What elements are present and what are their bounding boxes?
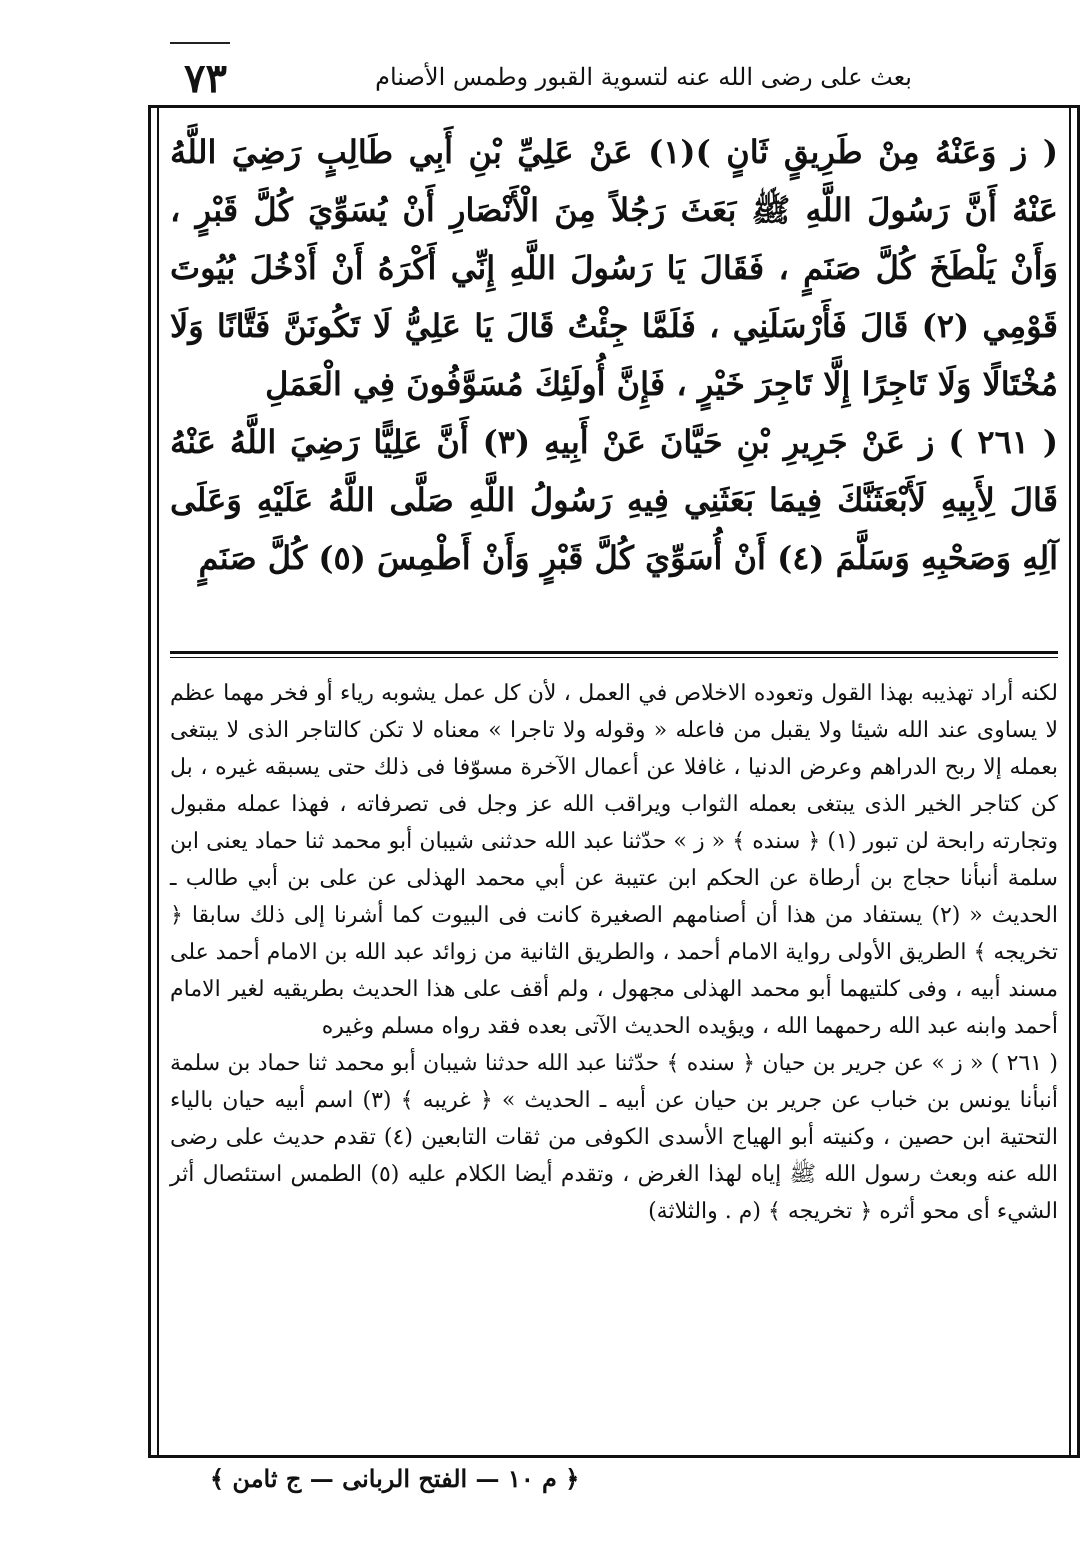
section-divider-thin (170, 657, 1058, 658)
commentary-paragraph-2: ( ٢٦١ ) « ز » عن جرير بن حيان ﴿ سنده ﴾ حدّثنا عبد الله حدثنا شيبان أبو محمد ثنا حماد بن سلمة أنبأنا يونس بن خباب عن جرير بن حيان عن أبيه ـ الحديث » ﴿ غريبه ﴾ (٣) اسم أبيه حيان بالياء التحتية ابن حصين ، وكنيته أبو الهياج الأسدى الكوفى من ثقات التابعين (٤) تقدم حديث على رضى الله عنه وبعث رسول الله ﷺ إياه لهذا الغرض ، وتقدم أيضا الكلام عليه (٥) الطمس استئصال أثر الشيء أى محو أثره ﴿ تخريجه ﴾ (م . والثلاثة) (170, 1051, 1059, 1224)
top-rule (170, 42, 230, 44)
running-head: بعث على رضى الله عنه لتسوية القبور وطمس الأصنام (375, 63, 912, 91)
page-number: ٧٣ (184, 55, 227, 102)
signature-line: ﴿ م ١٠ — الفتح الربانى — ج ثامن ﴾ (210, 1464, 580, 1493)
frame-right-border (1069, 105, 1080, 1455)
page-header (170, 55, 922, 105)
hadith-paragraph-2: ( ٢٦١ ) ز عَنْ جَرِيرِ بْنِ حَيَّانَ عَنْ أَبِيهِ (٣) أَنَّ عَلِيًّا رَضِيَ اللَّهُ عَنْهُ قَالَ لِأَبِيهِ لَأَبْعَثَنَّكَ فِيمَا بَعَثَنِي فِيهِ رَسُولُ اللَّهِ صَلَّى اللَّهُ عَلَيْهِ وَعَلَى آلِهِ وَصَحْبِهِ وَسَلَّمَ (٤) أَنْ أُسَوِّيَ كُلَّ قَبْرٍ وَأَنْ أَطْمِسَ (٥) كُلَّ صَنَمٍ (170, 423, 1059, 577)
commentary-text (170, 675, 1058, 1230)
bottom-rule (148, 1455, 1080, 1458)
frame-top-rule (148, 105, 1080, 108)
frame-left-border (148, 105, 159, 1455)
text-frame (148, 105, 1080, 1455)
section-divider (170, 651, 1058, 654)
hadith-text (170, 123, 1058, 587)
commentary-paragraph-1: لكنه أراد تهذيبه بهذا القول وتعوده الاخلاص في العمل ، لأن كل عمل يشوبه رياء أو فخر مهما عظم لا يساوى عند الله شيئا ولا يقبل من فاعله « وقوله ولا تاجرا » معناه لا تكن كالتاجر الذى لا يبتغى بعمله إلا ربح الدراهم وعرض الدنيا ، غافلا عن أعمال الآخرة مسوّفا فى ذلك حتى يسبقه غيره ، بل كن كتاجر الخير الذى يبتغى بعمله الثواب ويراقب الله عز وجل فى تصرفاته ، فهذا عمله مقبول وتجارته رابحة لن تبور (١) ﴿ سنده ﴾ « ز » حدّثنا عبد الله حدثنى شيبان أبو محمد ثنا حماد يعنى ابن سلمة أنبأنا حجاج بن أرطاة عن الحكم ابن عتيبة عن أبي محمد الهذلى عن على بن أبي طالب ـ الحديث « (٢) يستفاد من هذا أن أصنامهم الصغيرة كانت فى البيوت كما أشرنا إلى ذلك سابقا ﴿ تخريجه ﴾ الطريق الأولى رواية الامام أحمد ، والطريق الثانية من زوائد عبد الله بن الامام أحمد على مسند أبيه ، وفى كلتيهما أبو محمد الهذلى مجهول ، ولم أقف على هذا الحديث بطريقيه لغير الامام أحمد وابنه عبد الله رحمهما الله ، ويؤيده الحديث الآتى بعده فقد رواه مسلم وغيره (170, 681, 1059, 1039)
hadith-paragraph-1: ( ز وَعَنْهُ مِنْ طَرِيقٍ ثَانٍ )(١) عَنْ عَلِيِّ بْنِ أَبِي طَالِبٍ رَضِيَ اللَّهُ عَنْهُ أَنَّ رَسُولَ اللَّهِ ﷺ بَعَثَ رَجُلاً مِنَ الْأَنْصَارِ أَنْ يُسَوِّيَ كُلَّ قَبْرٍ ، وَأَنْ يَلْطَخَ كُلَّ صَنَمٍ ، فَقَالَ يَا رَسُولَ اللَّهِ إِنِّي أَكْرَهُ أَنْ أَدْخُلَ بُيُوتَ قَوْمِي (٢) قَالَ فَأَرْسَلَنِي ، فَلَمَّا جِئْتُ قَالَ يَا عَلِيُّ لَا تَكُونَنَّ فَتَّانًا وَلَا مُخْتَالًا وَلَا تَاجِرًا إِلَّا تَاجِرَ خَيْرٍ ، فَإِنَّ أُولَئِكَ مُسَوَّفُونَ فِي الْعَمَلِ (170, 133, 1059, 403)
